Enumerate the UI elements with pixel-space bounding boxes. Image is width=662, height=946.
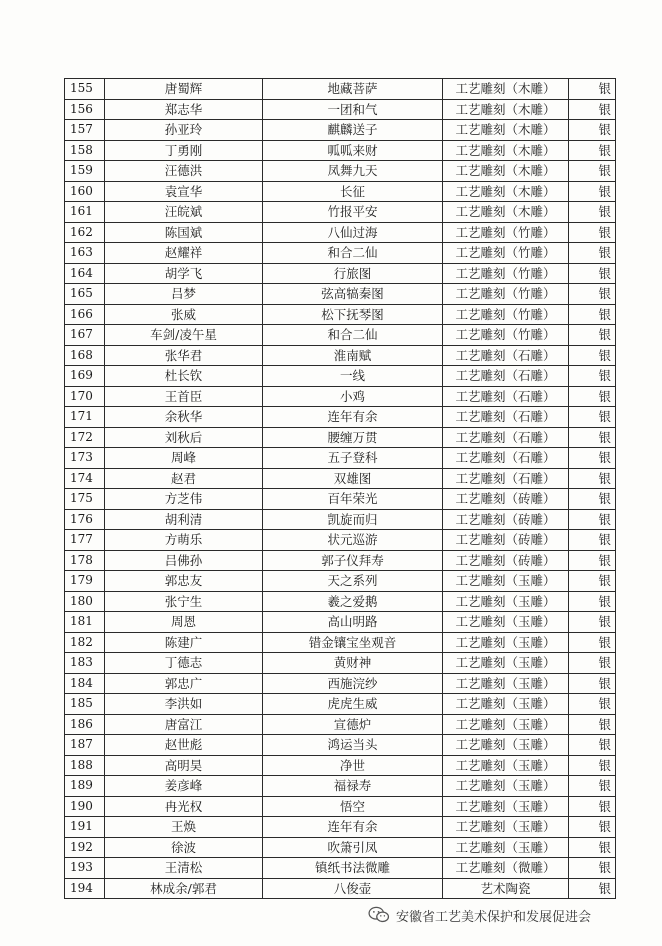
category: 工艺雕刻（竹雕） bbox=[443, 222, 569, 243]
author-name: 高明昊 bbox=[105, 755, 263, 776]
row-number: 156 bbox=[65, 99, 105, 120]
award-level: 银 bbox=[569, 796, 616, 817]
row-number: 186 bbox=[65, 714, 105, 735]
award-level: 银 bbox=[569, 489, 616, 510]
wechat-account-name: 安徽省工艺美术保护和发展促进会 bbox=[396, 909, 592, 925]
category: 工艺雕刻（微雕） bbox=[443, 858, 569, 879]
work-title: 吹箫引凤 bbox=[263, 837, 443, 858]
row-number: 182 bbox=[65, 632, 105, 653]
award-level: 银 bbox=[569, 407, 616, 428]
work-title: 郭子仪拜寿 bbox=[263, 550, 443, 571]
row-number: 192 bbox=[65, 837, 105, 858]
row-number: 165 bbox=[65, 284, 105, 305]
work-title: 八仙过海 bbox=[263, 222, 443, 243]
category: 工艺雕刻（砖雕） bbox=[443, 489, 569, 510]
category: 工艺雕刻（竹雕） bbox=[443, 284, 569, 305]
category: 工艺雕刻（竹雕） bbox=[443, 325, 569, 346]
work-title: 一团和气 bbox=[263, 99, 443, 120]
row-number: 162 bbox=[65, 222, 105, 243]
author-name: 张威 bbox=[105, 304, 263, 325]
category: 工艺雕刻（玉雕） bbox=[443, 673, 569, 694]
author-name: 郭忠广 bbox=[105, 673, 263, 694]
author-name: 孙亚玲 bbox=[105, 120, 263, 141]
category: 工艺雕刻（玉雕） bbox=[443, 694, 569, 715]
row-number: 180 bbox=[65, 591, 105, 612]
table-row bbox=[65, 345, 616, 366]
award-level: 银 bbox=[569, 140, 616, 161]
row-number: 158 bbox=[65, 140, 105, 161]
table-row bbox=[65, 366, 616, 387]
award-level: 银 bbox=[569, 120, 616, 141]
award-level: 银 bbox=[569, 468, 616, 489]
author-name: 袁宣华 bbox=[105, 181, 263, 202]
row-number: 155 bbox=[65, 79, 105, 100]
award-level: 银 bbox=[569, 263, 616, 284]
row-number: 171 bbox=[65, 407, 105, 428]
row-number: 168 bbox=[65, 345, 105, 366]
work-title: 净世 bbox=[263, 755, 443, 776]
work-title: 凯旋而归 bbox=[263, 509, 443, 530]
category: 工艺雕刻（玉雕） bbox=[443, 817, 569, 838]
award-level: 银 bbox=[569, 161, 616, 182]
table-row bbox=[65, 509, 616, 530]
author-name: 胡学飞 bbox=[105, 263, 263, 284]
category: 工艺雕刻（木雕） bbox=[443, 202, 569, 223]
row-number: 166 bbox=[65, 304, 105, 325]
category: 工艺雕刻（木雕） bbox=[443, 99, 569, 120]
author-name: 王焕 bbox=[105, 817, 263, 838]
row-number: 174 bbox=[65, 468, 105, 489]
table-row bbox=[65, 468, 616, 489]
table-row bbox=[65, 427, 616, 448]
work-title: 状元巡游 bbox=[263, 530, 443, 551]
work-title: 松下抚琴图 bbox=[263, 304, 443, 325]
category: 工艺雕刻（砖雕） bbox=[443, 530, 569, 551]
category: 工艺雕刻（竹雕） bbox=[443, 304, 569, 325]
award-level: 银 bbox=[569, 99, 616, 120]
row-number: 159 bbox=[65, 161, 105, 182]
row-number: 181 bbox=[65, 612, 105, 633]
author-name: 车剑/凌午星 bbox=[105, 325, 263, 346]
award-level: 银 bbox=[569, 427, 616, 448]
award-level: 银 bbox=[569, 694, 616, 715]
author-name: 胡利清 bbox=[105, 509, 263, 530]
category: 工艺雕刻（竹雕） bbox=[443, 243, 569, 264]
category: 工艺雕刻（玉雕） bbox=[443, 571, 569, 592]
author-name: 林成余/郭君 bbox=[105, 878, 263, 899]
author-name: 郭忠友 bbox=[105, 571, 263, 592]
award-level: 银 bbox=[569, 858, 616, 879]
author-name: 周峰 bbox=[105, 448, 263, 469]
author-name: 吕梦 bbox=[105, 284, 263, 305]
table-row bbox=[65, 407, 616, 428]
work-title: 八俊壶 bbox=[263, 878, 443, 899]
work-title: 小鸡 bbox=[263, 386, 443, 407]
row-number: 157 bbox=[65, 120, 105, 141]
award-level: 银 bbox=[569, 571, 616, 592]
award-level: 银 bbox=[569, 837, 616, 858]
author-name: 王清松 bbox=[105, 858, 263, 879]
row-number: 169 bbox=[65, 366, 105, 387]
category: 工艺雕刻（玉雕） bbox=[443, 653, 569, 674]
row-number: 185 bbox=[65, 694, 105, 715]
work-title: 行旅图 bbox=[263, 263, 443, 284]
author-name: 赵君 bbox=[105, 468, 263, 489]
work-title: 连年有余 bbox=[263, 817, 443, 838]
category: 工艺雕刻（玉雕） bbox=[443, 837, 569, 858]
category: 工艺雕刻（玉雕） bbox=[443, 632, 569, 653]
wechat-icon bbox=[368, 906, 390, 924]
row-number: 161 bbox=[65, 202, 105, 223]
work-title: 地藏菩萨 bbox=[263, 79, 443, 100]
table-row bbox=[65, 243, 616, 264]
category: 工艺雕刻（石雕） bbox=[443, 427, 569, 448]
category: 工艺雕刻（石雕） bbox=[443, 448, 569, 469]
author-name: 汪皖斌 bbox=[105, 202, 263, 223]
author-name: 郑志华 bbox=[105, 99, 263, 120]
table-row bbox=[65, 325, 616, 346]
work-title: 竹报平安 bbox=[263, 202, 443, 223]
row-number: 187 bbox=[65, 735, 105, 756]
work-title: 和合二仙 bbox=[263, 325, 443, 346]
row-number: 189 bbox=[65, 776, 105, 797]
award-level: 银 bbox=[569, 366, 616, 387]
category: 工艺雕刻（玉雕） bbox=[443, 776, 569, 797]
author-name: 张宁生 bbox=[105, 591, 263, 612]
author-name: 汪德洪 bbox=[105, 161, 263, 182]
table-row bbox=[65, 386, 616, 407]
row-number: 160 bbox=[65, 181, 105, 202]
table-row bbox=[65, 735, 616, 756]
category: 工艺雕刻（玉雕） bbox=[443, 735, 569, 756]
award-level: 银 bbox=[569, 755, 616, 776]
work-title: 双雄图 bbox=[263, 468, 443, 489]
award-level: 银 bbox=[569, 591, 616, 612]
award-level: 银 bbox=[569, 653, 616, 674]
work-title: 悟空 bbox=[263, 796, 443, 817]
table-row bbox=[65, 181, 616, 202]
row-number: 177 bbox=[65, 530, 105, 551]
award-level: 银 bbox=[569, 878, 616, 899]
work-title: 高山明路 bbox=[263, 612, 443, 633]
table-row bbox=[65, 796, 616, 817]
row-number: 175 bbox=[65, 489, 105, 510]
category: 工艺雕刻（石雕） bbox=[443, 407, 569, 428]
author-name: 赵世彪 bbox=[105, 735, 263, 756]
author-name: 张华君 bbox=[105, 345, 263, 366]
row-number: 167 bbox=[65, 325, 105, 346]
category: 工艺雕刻（玉雕） bbox=[443, 796, 569, 817]
award-level: 银 bbox=[569, 550, 616, 571]
table-row bbox=[65, 632, 616, 653]
category: 工艺雕刻（砖雕） bbox=[443, 550, 569, 571]
category: 工艺雕刻（砖雕） bbox=[443, 509, 569, 530]
row-number: 170 bbox=[65, 386, 105, 407]
author-name: 王首臣 bbox=[105, 386, 263, 407]
award-level: 银 bbox=[569, 714, 616, 735]
category: 工艺雕刻（木雕） bbox=[443, 120, 569, 141]
author-name: 陈建广 bbox=[105, 632, 263, 653]
category: 工艺雕刻（竹雕） bbox=[443, 263, 569, 284]
work-title: 连年有余 bbox=[263, 407, 443, 428]
row-number: 176 bbox=[65, 509, 105, 530]
work-title: 虎虎生威 bbox=[263, 694, 443, 715]
table-row bbox=[65, 858, 616, 879]
author-name: 杜长钦 bbox=[105, 366, 263, 387]
row-number: 183 bbox=[65, 653, 105, 674]
award-level: 银 bbox=[569, 632, 616, 653]
table-row bbox=[65, 202, 616, 223]
work-title: 长征 bbox=[263, 181, 443, 202]
table-row bbox=[65, 591, 616, 612]
table-row bbox=[65, 653, 616, 674]
table-row bbox=[65, 755, 616, 776]
table-row bbox=[65, 817, 616, 838]
row-number: 194 bbox=[65, 878, 105, 899]
author-name: 方芝伟 bbox=[105, 489, 263, 510]
row-number: 179 bbox=[65, 571, 105, 592]
table-row bbox=[65, 99, 616, 120]
row-number: 191 bbox=[65, 817, 105, 838]
award-level: 银 bbox=[569, 776, 616, 797]
author-name: 丁德志 bbox=[105, 653, 263, 674]
author-name: 冉光权 bbox=[105, 796, 263, 817]
work-title: 天之系列 bbox=[263, 571, 443, 592]
category: 工艺雕刻（石雕） bbox=[443, 366, 569, 387]
work-title: 弦高犒秦图 bbox=[263, 284, 443, 305]
author-name: 李洪如 bbox=[105, 694, 263, 715]
category: 工艺雕刻（石雕） bbox=[443, 386, 569, 407]
work-title: 凤舞九天 bbox=[263, 161, 443, 182]
wechat-footer bbox=[368, 904, 658, 926]
author-name: 陈国斌 bbox=[105, 222, 263, 243]
award-level: 银 bbox=[569, 509, 616, 530]
work-title: 淮南赋 bbox=[263, 345, 443, 366]
row-number: 164 bbox=[65, 263, 105, 284]
author-name: 姜彦峰 bbox=[105, 776, 263, 797]
work-title: 腰缠万贯 bbox=[263, 427, 443, 448]
award-level: 银 bbox=[569, 530, 616, 551]
row-number: 178 bbox=[65, 550, 105, 571]
category: 工艺雕刻（石雕） bbox=[443, 468, 569, 489]
award-level: 银 bbox=[569, 181, 616, 202]
category: 工艺雕刻（玉雕） bbox=[443, 755, 569, 776]
row-number: 193 bbox=[65, 858, 105, 879]
award-level: 银 bbox=[569, 735, 616, 756]
award-level: 银 bbox=[569, 448, 616, 469]
category: 工艺雕刻（木雕） bbox=[443, 140, 569, 161]
category: 工艺雕刻（木雕） bbox=[443, 79, 569, 100]
table-row bbox=[65, 612, 616, 633]
award-level: 银 bbox=[569, 325, 616, 346]
row-number: 173 bbox=[65, 448, 105, 469]
awards-table-body bbox=[65, 79, 616, 899]
award-level: 银 bbox=[569, 243, 616, 264]
work-title: 黄财神 bbox=[263, 653, 443, 674]
work-title: 一线 bbox=[263, 366, 443, 387]
table-row bbox=[65, 120, 616, 141]
table-row bbox=[65, 694, 616, 715]
award-level: 银 bbox=[569, 612, 616, 633]
table-row bbox=[65, 263, 616, 284]
author-name: 赵耀祥 bbox=[105, 243, 263, 264]
table-row bbox=[65, 489, 616, 510]
work-title: 西施浣纱 bbox=[263, 673, 443, 694]
table-row bbox=[65, 161, 616, 182]
award-level: 银 bbox=[569, 817, 616, 838]
author-name: 唐蜀辉 bbox=[105, 79, 263, 100]
author-name: 周恩 bbox=[105, 612, 263, 633]
category: 工艺雕刻（玉雕） bbox=[443, 591, 569, 612]
work-title: 镇纸书法微雕 bbox=[263, 858, 443, 879]
work-title: 鸿运当头 bbox=[263, 735, 443, 756]
row-number: 190 bbox=[65, 796, 105, 817]
category: 工艺雕刻（玉雕） bbox=[443, 714, 569, 735]
work-title: 错金镶宝坐观音 bbox=[263, 632, 443, 653]
award-level: 银 bbox=[569, 202, 616, 223]
work-title: 福禄寿 bbox=[263, 776, 443, 797]
category: 工艺雕刻（玉雕） bbox=[443, 612, 569, 633]
author-name: 丁勇刚 bbox=[105, 140, 263, 161]
table-row bbox=[65, 448, 616, 469]
work-title: 百年荣光 bbox=[263, 489, 443, 510]
work-title: 麒麟送子 bbox=[263, 120, 443, 141]
author-name: 方萌乐 bbox=[105, 530, 263, 551]
table-row bbox=[65, 304, 616, 325]
row-number: 172 bbox=[65, 427, 105, 448]
table-row bbox=[65, 284, 616, 305]
work-title: 和合二仙 bbox=[263, 243, 443, 264]
award-level: 银 bbox=[569, 222, 616, 243]
table-row bbox=[65, 571, 616, 592]
work-title: 羲之爱鹅 bbox=[263, 591, 443, 612]
table-row bbox=[65, 550, 616, 571]
category: 工艺雕刻（木雕） bbox=[443, 161, 569, 182]
work-title: 宣德炉 bbox=[263, 714, 443, 735]
author-name: 余秋华 bbox=[105, 407, 263, 428]
category: 工艺雕刻（石雕） bbox=[443, 345, 569, 366]
author-name: 吕佛孙 bbox=[105, 550, 263, 571]
table-row bbox=[65, 776, 616, 797]
table-row bbox=[65, 878, 616, 899]
work-title: 五子登科 bbox=[263, 448, 443, 469]
table-row bbox=[65, 837, 616, 858]
award-level: 银 bbox=[569, 79, 616, 100]
row-number: 188 bbox=[65, 755, 105, 776]
table-row bbox=[65, 673, 616, 694]
award-level: 银 bbox=[569, 673, 616, 694]
awards-table bbox=[64, 78, 616, 899]
award-level: 银 bbox=[569, 345, 616, 366]
table-row bbox=[65, 140, 616, 161]
award-level: 银 bbox=[569, 386, 616, 407]
row-number: 163 bbox=[65, 243, 105, 264]
category: 工艺雕刻（木雕） bbox=[443, 181, 569, 202]
work-title: 呱呱来财 bbox=[263, 140, 443, 161]
author-name: 刘秋后 bbox=[105, 427, 263, 448]
author-name: 徐波 bbox=[105, 837, 263, 858]
table-row bbox=[65, 79, 616, 100]
author-name: 唐富江 bbox=[105, 714, 263, 735]
row-number: 184 bbox=[65, 673, 105, 694]
award-level: 银 bbox=[569, 304, 616, 325]
table-row bbox=[65, 530, 616, 551]
award-level: 银 bbox=[569, 284, 616, 305]
category: 艺术陶瓷 bbox=[443, 878, 569, 899]
table-row bbox=[65, 714, 616, 735]
table-row bbox=[65, 222, 616, 243]
